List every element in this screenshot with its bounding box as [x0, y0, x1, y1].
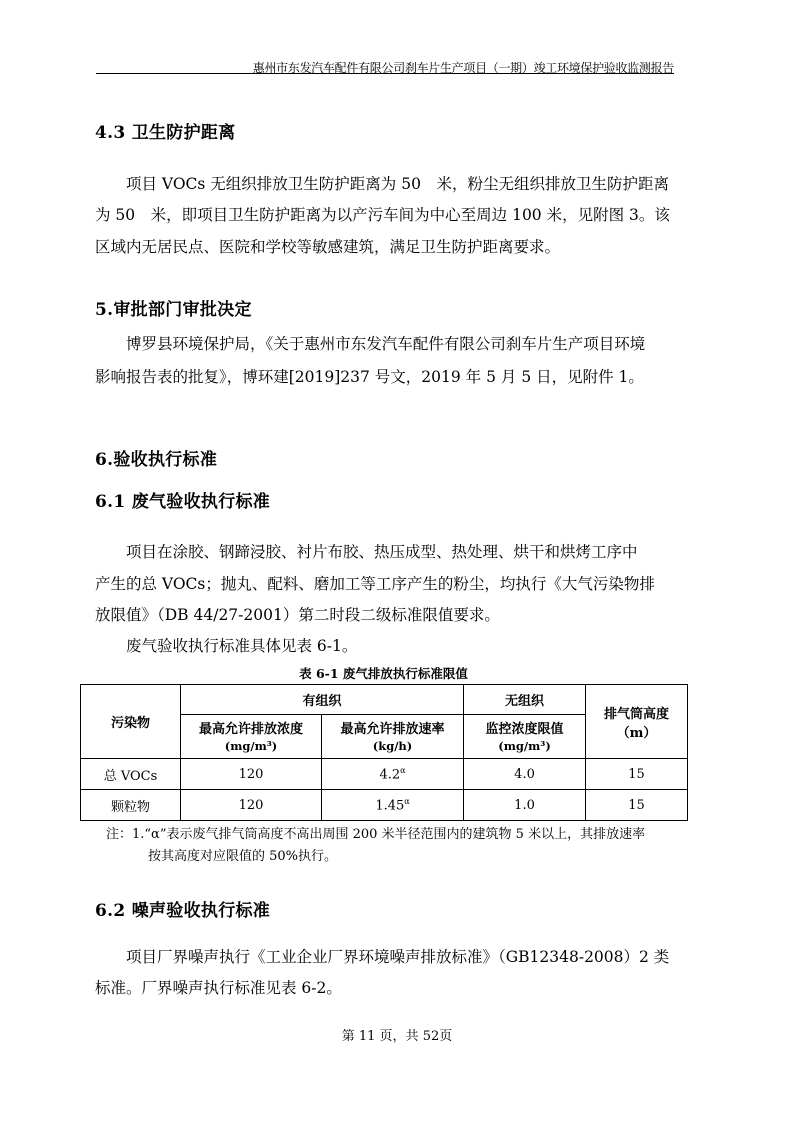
max-rate-unit: (kg/h): [372, 739, 413, 753]
header-stack-height: [586, 685, 688, 759]
paragraph-line: 影响报告表的批复》，博环建[2019]237 号文，2019 年 5 月 5 日，见附件 1。: [95, 368, 644, 386]
max-concentration-unit: (mg/m³): [224, 739, 278, 753]
header-monitor-limit: [464, 715, 586, 759]
cell-monitor-limit: 4.0: [464, 759, 586, 790]
header-unorganized: 无组织: [464, 685, 586, 715]
rate-mark: α: [404, 796, 410, 806]
max-concentration-label: 最高允许排放浓度: [198, 722, 303, 737]
cell-pollutant: 总 VOCs: [81, 759, 181, 790]
heading-4-3: 4.3 卫生防护距离: [95, 123, 236, 143]
paragraph-line: 产生的总 VOCs；抛丸、配料、磨加工等工序产生的粉尘，均执行《大气污染物排: [95, 575, 655, 593]
heading-5: 5.审批部门审批决定: [95, 300, 252, 320]
paragraph-line: 项目 VOCs 无组织排放卫生防护距离为 50 米，粉尘无组织排放卫生防护距离: [126, 175, 669, 193]
cell-rate: [322, 790, 464, 821]
header-max-rate: [322, 715, 464, 759]
paragraph-line: 为 50 米，即项目卫生防护距离为以产污车间为中心至周边 100 米，见附图 3。该: [95, 206, 670, 224]
header-pollutant: 污染物: [81, 685, 181, 759]
max-rate-label: 最高允许排放速率: [340, 722, 445, 737]
paragraph-line: 项目在涂胶、钢蹄浸胶、衬片布胶、热压成型、热处理、烘干和烘烤工序中: [126, 543, 638, 561]
cell-monitor-limit: 1.0: [464, 790, 586, 821]
cell-concentration: 120: [181, 759, 322, 790]
table-row: [81, 759, 688, 790]
stack-height-unit: （m）: [616, 725, 657, 741]
page-number: 第 11 页，共 52页: [341, 1029, 453, 1044]
monitor-limit-unit: (mg/m³): [498, 739, 551, 753]
table-note-continued: 按其高度对应限值的 50%执行。: [148, 849, 338, 864]
cell-concentration: 120: [181, 790, 322, 821]
header-max-concentration: [181, 715, 322, 759]
rate-value: 1.45: [375, 798, 405, 814]
paragraph-line: 项目厂界噪声执行《工业企业厂界环境噪声排放标准》（GB12348-2008）2 类: [126, 948, 670, 966]
cell-stack-height: 15: [586, 790, 688, 821]
cell-stack-height: 15: [586, 759, 688, 790]
heading-6-1: 6.1 废气验收执行标准: [95, 492, 271, 512]
paragraph-line: 博罗县环境保护局，《关于惠州市东发汽车配件有限公司刹车片生产项目环境: [126, 335, 646, 353]
paragraph-line: 区域内无居民点、医院和学校等敏感建筑，满足卫生防护距离要求。: [95, 238, 561, 256]
heading-6-2: 6.2 噪声验收执行标准: [95, 901, 271, 921]
rate-value: 4.2: [379, 767, 401, 783]
cell-rate: [322, 759, 464, 790]
emission-limits-table: [80, 684, 688, 821]
running-header: 惠州市东发汽车配件有限公司刹车片生产项目（一期）竣工环境保护验收监测报告: [252, 61, 674, 75]
cell-pollutant: 颗粒物: [81, 790, 181, 821]
table-row: [81, 790, 688, 821]
monitor-limit-label: 监控浓度限值: [485, 722, 564, 737]
heading-6: 6.验收执行标准: [95, 450, 218, 470]
stack-height-label: 排气筒高度: [604, 706, 670, 722]
table-caption: 表 6-1 废气排放执行标准限值: [299, 666, 468, 681]
header-rule: [96, 73, 674, 74]
rate-mark: α: [400, 765, 406, 775]
paragraph-line: 标准。厂界噪声执行标准见表 6-2。: [95, 979, 342, 997]
paragraph-line: 放限值》（DB 44/27-2001）第二时段二级标准限值要求。: [95, 606, 500, 624]
paragraph-line: 废气验收执行标准具体见表 6-1。: [126, 637, 358, 655]
table-note: 注：1.“α”表示废气排气筒高度不高出周围 200 米半径范围内的建筑物 5 米以上，其排放速率: [106, 827, 646, 842]
header-organized: 有组织: [181, 685, 464, 715]
